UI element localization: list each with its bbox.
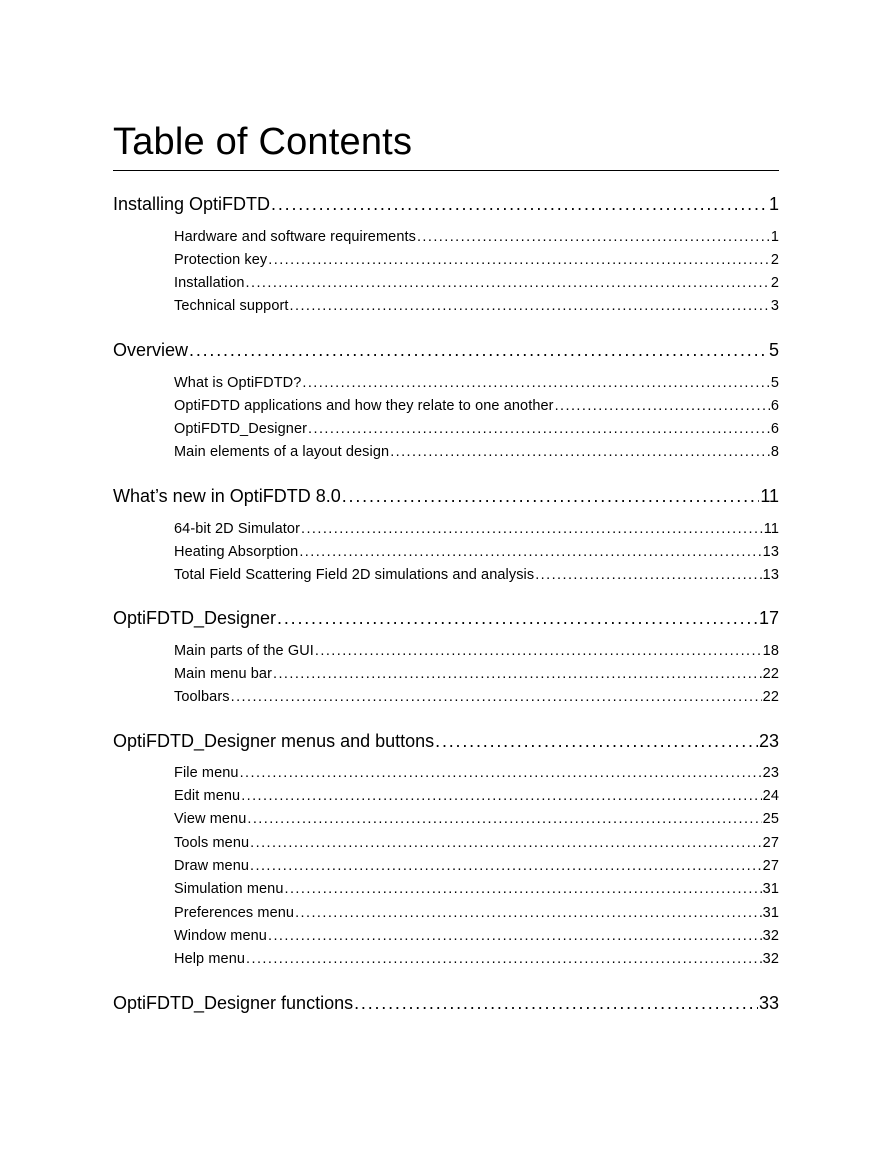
section-page-number: 18 <box>762 643 779 659</box>
chapter-page-number: 23 <box>758 731 779 751</box>
leader-dots <box>290 297 770 315</box>
leader-dots <box>390 443 770 461</box>
leader-dots <box>241 787 761 805</box>
section-title: File menu <box>174 765 239 781</box>
section-page-number: 22 <box>762 689 779 705</box>
toc-section-entry[interactable] <box>174 297 779 315</box>
leader-dots <box>315 642 762 660</box>
section-title: Toolbars <box>174 689 230 705</box>
leader-dots <box>250 834 762 852</box>
toc-chapter-entry[interactable] <box>113 730 779 752</box>
toc-chapter-entry[interactable] <box>113 992 779 1014</box>
leader-dots <box>250 857 762 875</box>
toc-section-entry[interactable] <box>174 420 779 438</box>
toc-chapter-entry[interactable] <box>113 607 779 629</box>
section-title: Help menu <box>174 951 246 967</box>
toc-section-entry[interactable] <box>174 397 779 415</box>
toc-section-entry[interactable] <box>174 834 779 852</box>
section-title: OptiFDTD_Designer <box>174 421 308 437</box>
leader-dots <box>231 688 762 706</box>
section-title: 64-bit 2D Simulator <box>174 521 301 537</box>
toc-section-entry[interactable] <box>174 787 779 805</box>
leader-dots <box>555 397 770 415</box>
toc-section-entry[interactable] <box>174 688 779 706</box>
leader-dots <box>535 566 761 584</box>
chapter-page-number: 33 <box>758 993 779 1013</box>
section-title: Main parts of the GUI <box>174 643 314 659</box>
chapter-page-number: 11 <box>760 486 779 506</box>
toc-chapter-entry[interactable] <box>113 485 779 507</box>
leader-dots <box>342 485 760 507</box>
section-page-number: 22 <box>762 666 779 682</box>
leader-dots <box>285 880 762 898</box>
section-title: Draw menu <box>174 858 250 874</box>
section-title: Main elements of a layout design <box>174 444 390 460</box>
toc-section-entry[interactable] <box>174 566 779 584</box>
section-title: OptiFDTD applications and how they relate to one another <box>174 398 554 414</box>
toc-section-entry[interactable] <box>174 274 779 292</box>
leader-dots <box>308 420 770 438</box>
toc-section-entry[interactable] <box>174 857 779 875</box>
chapter-page-number: 17 <box>758 608 779 628</box>
section-page-number: 13 <box>762 567 779 583</box>
section-page-number: 6 <box>770 421 779 437</box>
chapter-page-number: 5 <box>768 340 779 360</box>
section-page-number: 1 <box>770 229 779 245</box>
toc-section-entry[interactable] <box>174 810 779 828</box>
section-page-number: 31 <box>762 905 779 921</box>
section-page-number: 6 <box>770 398 779 414</box>
section-page-number: 11 <box>763 521 779 537</box>
section-page-number: 2 <box>770 275 779 291</box>
toc-chapter-entry[interactable] <box>113 193 779 215</box>
toc-chapter-entry[interactable] <box>113 339 779 361</box>
section-page-number: 32 <box>762 928 779 944</box>
section-page-number: 5 <box>770 375 779 391</box>
section-page-number: 24 <box>762 788 779 804</box>
leader-dots <box>268 927 762 945</box>
section-page-number: 2 <box>770 252 779 268</box>
toc-section-entry[interactable] <box>174 950 779 968</box>
leader-dots <box>246 274 770 292</box>
section-page-number: 31 <box>762 881 779 897</box>
section-title: View menu <box>174 811 247 827</box>
toc-section-entry[interactable] <box>174 251 779 269</box>
section-title: Edit menu <box>174 788 241 804</box>
section-page-number: 32 <box>762 951 779 967</box>
chapter-title: Installing OptiFDTD <box>113 194 271 214</box>
section-title: Simulation menu <box>174 881 284 897</box>
leader-dots <box>240 764 762 782</box>
section-title: Preferences menu <box>174 905 295 921</box>
leader-dots <box>277 607 758 629</box>
section-page-number: 25 <box>762 811 779 827</box>
toc-section-entry[interactable] <box>174 904 779 922</box>
chapter-title: OptiFDTD_Designer functions <box>113 993 354 1013</box>
section-title: Technical support <box>174 298 289 314</box>
chapter-title: OptiFDTD_Designer <box>113 608 277 628</box>
toc-section-entry[interactable] <box>174 228 779 246</box>
chapter-page-number: 1 <box>768 194 779 214</box>
leader-dots <box>189 339 768 361</box>
section-page-number: 3 <box>770 298 779 314</box>
leader-dots <box>295 904 762 922</box>
leader-dots <box>271 193 768 215</box>
toc-section-entry[interactable] <box>174 374 779 392</box>
section-page-number: 27 <box>762 858 779 874</box>
section-title: Total Field Scattering Field 2D simulations and analysis <box>174 567 535 583</box>
toc-section-entry[interactable] <box>174 543 779 561</box>
chapter-title: Overview <box>113 340 189 360</box>
toc-section-entry[interactable] <box>174 520 779 538</box>
title-divider <box>113 170 779 171</box>
section-title: Tools menu <box>174 835 250 851</box>
chapter-title: OptiFDTD_Designer menus and buttons <box>113 731 435 751</box>
toc-section-entry[interactable] <box>174 927 779 945</box>
leader-dots <box>247 810 761 828</box>
section-page-number: 8 <box>770 444 779 460</box>
section-title: Main menu bar <box>174 666 273 682</box>
toc-section-entry[interactable] <box>174 665 779 683</box>
section-page-number: 13 <box>762 544 779 560</box>
toc-section-entry[interactable] <box>174 443 779 461</box>
toc-section-entry[interactable] <box>174 764 779 782</box>
section-title: Heating Absorption <box>174 544 299 560</box>
section-title: Protection key <box>174 252 268 268</box>
toc-section-entry[interactable] <box>174 642 779 660</box>
leader-dots <box>268 251 770 269</box>
leader-dots <box>299 543 761 561</box>
section-page-number: 23 <box>762 765 779 781</box>
leader-dots <box>435 730 758 752</box>
leader-dots <box>301 520 763 538</box>
section-title: Hardware and software requirements <box>174 229 416 245</box>
leader-dots <box>302 374 769 392</box>
leader-dots <box>246 950 762 968</box>
section-title: Installation <box>174 275 245 291</box>
section-page-number: 27 <box>762 835 779 851</box>
leader-dots <box>273 665 762 683</box>
toc-section-entry[interactable] <box>174 880 779 898</box>
section-title: Window menu <box>174 928 267 944</box>
leader-dots <box>354 992 758 1014</box>
leader-dots <box>417 228 770 246</box>
page-title: Table of Contents <box>113 121 413 163</box>
chapter-title: What’s new in OptiFDTD 8.0 <box>113 486 341 506</box>
section-title: What is OptiFDTD? <box>174 375 302 391</box>
